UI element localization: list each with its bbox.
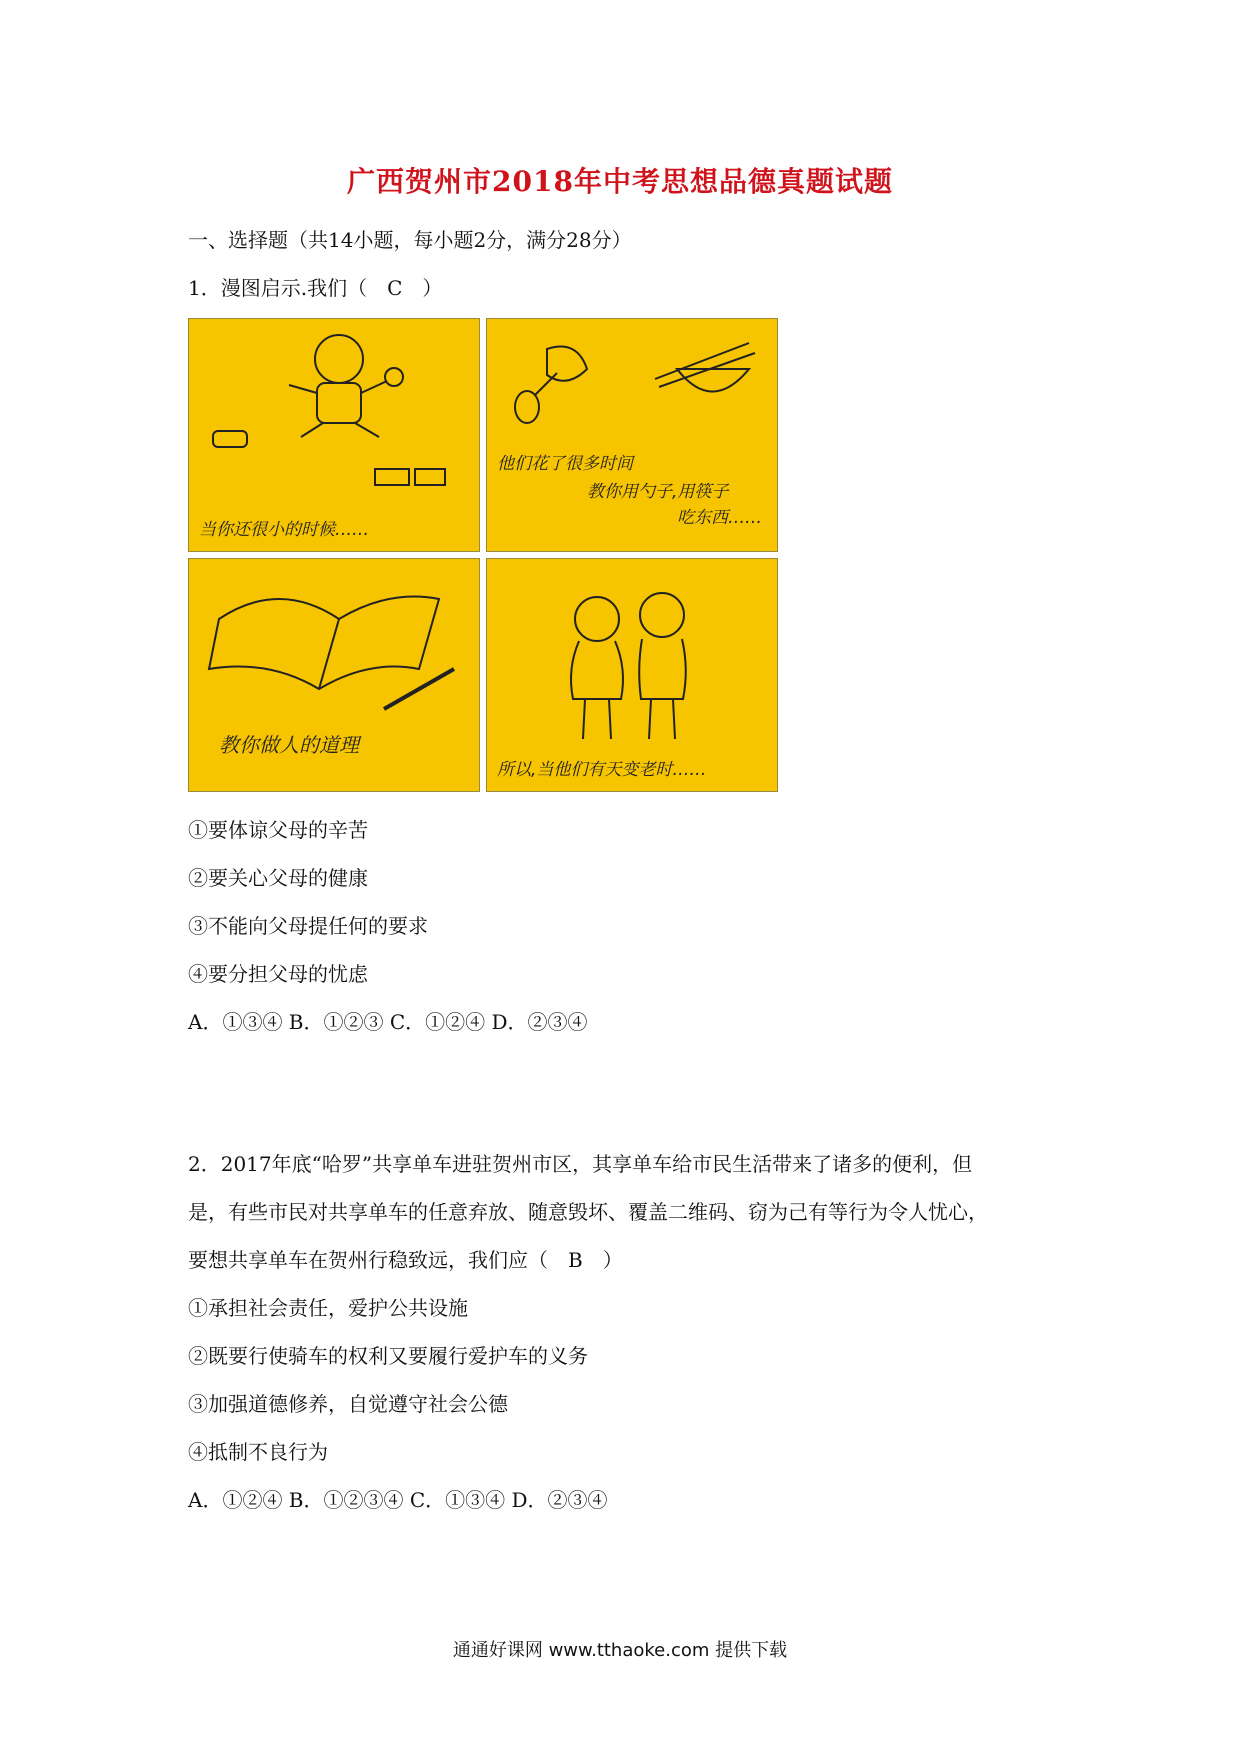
q2-option-2: ②既要行使骑车的权利又要履行爱护车的义务 (188, 1344, 588, 1368)
q2-choices: A．①②④ B．①②③④ C．①③④ D．②③④ (188, 1488, 608, 1512)
question-1-stem: 1．漫图启示.我们（ C ） (188, 276, 443, 300)
footer-watermark: 通通好课网 www.tthaoke.com 提供下载 (452, 1640, 788, 1661)
q1-option-3: ③不能向父母提任何的要求 (188, 914, 428, 938)
q1-choices: A．①③④ B．①②③ C．①②④ D．②③④ (188, 1010, 588, 1034)
q1-option-2: ②要关心父母的健康 (188, 866, 368, 890)
q1-option-4: ④要分担父母的忧虑 (188, 962, 368, 986)
comic-image (188, 318, 786, 794)
comic-panel-2 (486, 318, 778, 552)
q1-option-1: ①要体谅父母的辛苦 (188, 818, 368, 842)
comic-caption-4: 所以,当他们有天变老时…… (497, 760, 707, 780)
comic-panel-3 (188, 558, 480, 792)
comic-caption-3: 教你做人的道理 (219, 733, 359, 757)
question-2-stem-line-1: 2．2017年底“哈罗”共享单车进驻贺州市区，其享单车给市民生活带来了诸多的便利，但 (188, 1152, 973, 1176)
comic-caption-2b: 教你用勺子,用筷子 (587, 482, 729, 502)
comic-caption-2a: 他们花了很多时间 (497, 454, 633, 474)
q2-option-3: ③加强道德修养，自觉遵守社会公德 (188, 1392, 508, 1416)
comic-caption-2c: 吃东西…… (677, 508, 762, 528)
comic-caption-1: 当你还很小的时候…… (199, 520, 369, 540)
question-2-stem-line-3: 要想共享单车在贺州行稳致远，我们应（ B ） (188, 1248, 623, 1272)
question-2-stem-line-2: 是，有些市民对共享单车的任意弃放、随意毁坏、覆盖二维码、窃为己有等行为令人忧心， (188, 1200, 988, 1224)
q2-option-4: ④抵制不良行为 (188, 1440, 328, 1464)
q2-option-1: ①承担社会责任，爱护公共设施 (188, 1296, 468, 1320)
page-title: 广西贺州市2018年中考思想品德真题试题 (347, 165, 893, 198)
comic-panel-1 (188, 318, 480, 552)
comic-panel-4 (486, 558, 778, 792)
section-heading: 一、选择题（共14小题，每小题2分，满分28分） (188, 228, 632, 252)
